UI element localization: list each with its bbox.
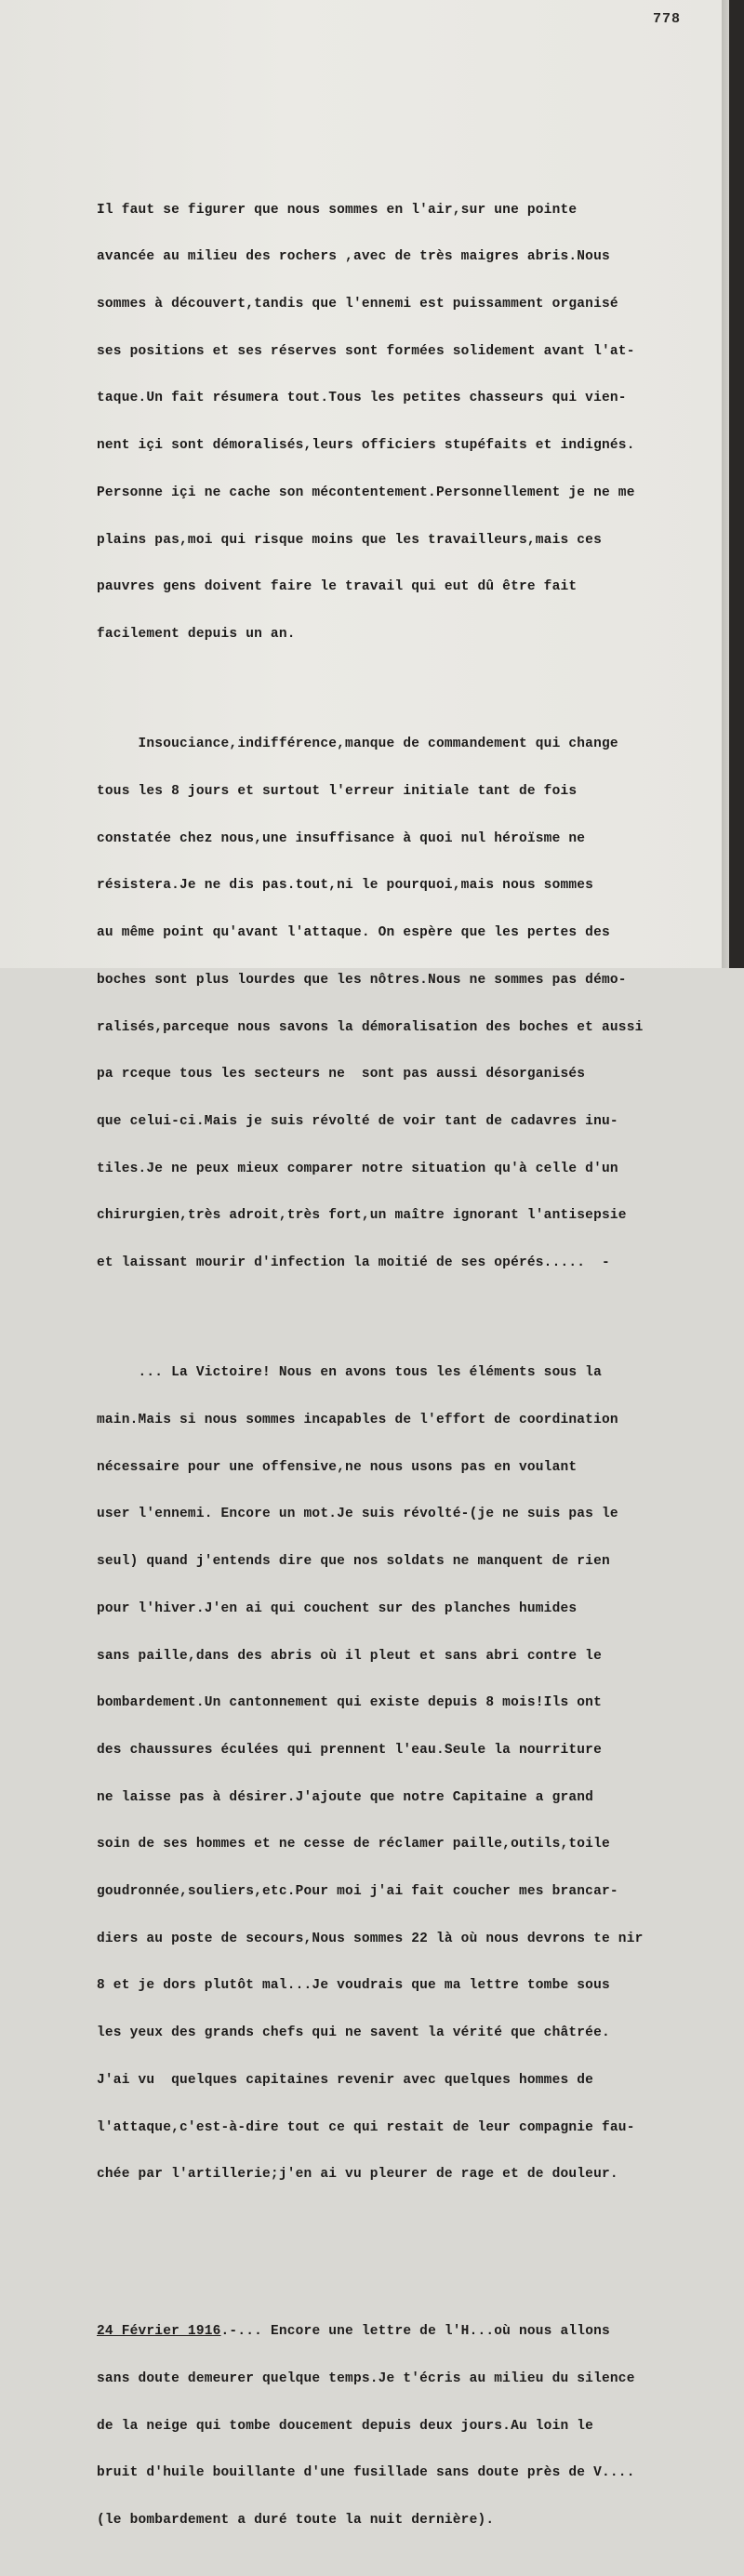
text-line: chée par l'artillerie;j'en ai vu pleurer de rage et de douleur. bbox=[97, 2167, 618, 2183]
text-line: tiles.Je ne peux mieux comparer notre situation qu'à celle d'un bbox=[97, 1161, 618, 1176]
text-line: Insouciance,indifférence,manque de commandement qui change bbox=[97, 737, 618, 752]
text-line: au même point qu'avant l'attaque. On espère que les pertes des bbox=[97, 925, 610, 941]
text-line: boches sont plus lourdes que les nôtres.Nous ne sommes pas démo- bbox=[97, 972, 627, 988]
text-line: pauvres gens doivent faire le travail qui eut dû être fait bbox=[97, 579, 578, 595]
text-line: avancée au milieu des rochers ,avec de très maigres abris.Nous bbox=[97, 249, 610, 265]
diary-entry bbox=[97, 2293, 722, 2560]
text-line: pour l'hiver.J'en ai qui couchent sur des planches humides bbox=[97, 1600, 578, 1616]
text-line: soin de ses hommes et ne cesse de réclamer paille,outils,toile bbox=[97, 1837, 610, 1852]
page-number: 778 bbox=[653, 11, 682, 27]
text-line: constatée chez nous,une insuffisance à quoi nul héroïsme ne bbox=[97, 830, 586, 846]
text-line: de la neige qui tombe doucement depuis deux jours.Au loin le bbox=[97, 2418, 594, 2434]
text-line: bruit d'huile bouillante d'une fusillade sans doute près de V.... bbox=[97, 2465, 635, 2481]
text-line: J'ai vu quelques capitaines revenir avec quelques hommes de bbox=[97, 2072, 594, 2088]
text-line: l'attaque,c'est-à-dire tout ce qui restait de leur compagnie fau- bbox=[97, 2119, 635, 2135]
text-line: taque.Un fait résumera tout.Tous les petites chasseurs qui vien- bbox=[97, 391, 627, 406]
text-line: résistera.Je ne dis pas.tout,ni le pourquoi,mais nous sommes bbox=[97, 878, 594, 894]
text-line: chirurgien,très adroit,très fort,un maître ignorant l'antisepsie bbox=[97, 1208, 627, 1224]
entry-text: .-... Encore une lettre de l'H...où nous allons bbox=[220, 2324, 610, 2340]
scan-border bbox=[729, 0, 744, 968]
text-line: ses positions et ses réserves sont formées solidement avant l'at- bbox=[97, 343, 635, 359]
text-line: et laissant mourir d'infection la moitié de ses opérés..... - bbox=[97, 1255, 610, 1271]
text-line: ralisés,parceque nous savons la démoralisation des boches et aussi bbox=[97, 1019, 644, 1035]
text-line: des chaussures éculées qui prennent l'eau.Seule la nourriture bbox=[97, 1742, 602, 1758]
text-line: goudronnée,souliers,etc.Pour moi j'ai fait coucher mes brancar- bbox=[97, 1884, 618, 1900]
text-line: nécessaire pour une offensive,ne nous usons pas en voulant bbox=[97, 1459, 578, 1475]
text-line: pa rceque tous les secteurs ne sont pas aussi désorganisés bbox=[97, 1067, 586, 1082]
text-line: sans doute demeurer quelque temps.Je t'écris au milieu du silence bbox=[97, 2371, 635, 2387]
text-line: ... La Victoire! Nous en avons tous les éléments sous la bbox=[97, 1365, 602, 1381]
text-line: sans paille,dans des abris où il pleut et sans abri contre le bbox=[97, 1648, 602, 1664]
text-line: 8 et je dors plutôt mal...Je voudrais que ma lettre tombe sous bbox=[97, 1978, 610, 1994]
text-line: sommes à découvert,tandis que l'ennemi est puissamment organisé bbox=[97, 297, 618, 312]
letter-text bbox=[97, 139, 722, 2576]
entry-date: 24 Février 1916 bbox=[97, 2324, 221, 2340]
text-line: seul) quand j'entends dire que nos soldats ne manquent de rien bbox=[97, 1554, 610, 1570]
paragraph-1 bbox=[97, 171, 722, 674]
text-line: plains pas,moi qui risque moins que les travailleurs,mais ces bbox=[97, 532, 602, 548]
text-line: facilement depuis un an. bbox=[97, 626, 296, 642]
text-line: (le bombardement a duré toute la nuit dernière). bbox=[97, 2513, 495, 2529]
text-line: diers au poste de secours,Nous sommes 22 là où nous devrons te nir bbox=[97, 1931, 644, 1946]
text-line: user l'ennemi. Encore un mot.Je suis révolté-(je ne suis pas le bbox=[97, 1507, 618, 1522]
text-line: main.Mais si nous sommes incapables de l'effort de coordination bbox=[97, 1413, 618, 1428]
text-line: nent içi sont démoralisés,leurs officiers stupéfaits et indignés. bbox=[97, 438, 635, 454]
text-line: les yeux des grands chefs qui ne savent la vérité que châtrée. bbox=[97, 2025, 610, 2041]
paragraph-gap bbox=[97, 2246, 722, 2262]
text-line: ne laisse pas à désirer.J'ajoute que notre Capitaine a grand bbox=[97, 1789, 594, 1805]
text-line: bombardement.Un cantonnement qui existe depuis 8 mois!Ils ont bbox=[97, 1695, 602, 1711]
paragraph-2 bbox=[97, 705, 722, 1302]
text-line: Personne içi ne cache son mécontentement.Personnellement je ne me bbox=[97, 485, 635, 500]
text-line bbox=[97, 2324, 722, 2340]
text-line: que celui-ci.Mais je suis révolté de voir tant de cadavres inu- bbox=[97, 1113, 618, 1129]
text-line: Il faut se figurer que nous sommes en l'air,sur une pointe bbox=[97, 202, 578, 218]
text-line: tous les 8 jours et surtout l'erreur initiale tant de fois bbox=[97, 783, 578, 799]
page-edge bbox=[722, 0, 729, 968]
paragraph-3 bbox=[97, 1334, 722, 2214]
